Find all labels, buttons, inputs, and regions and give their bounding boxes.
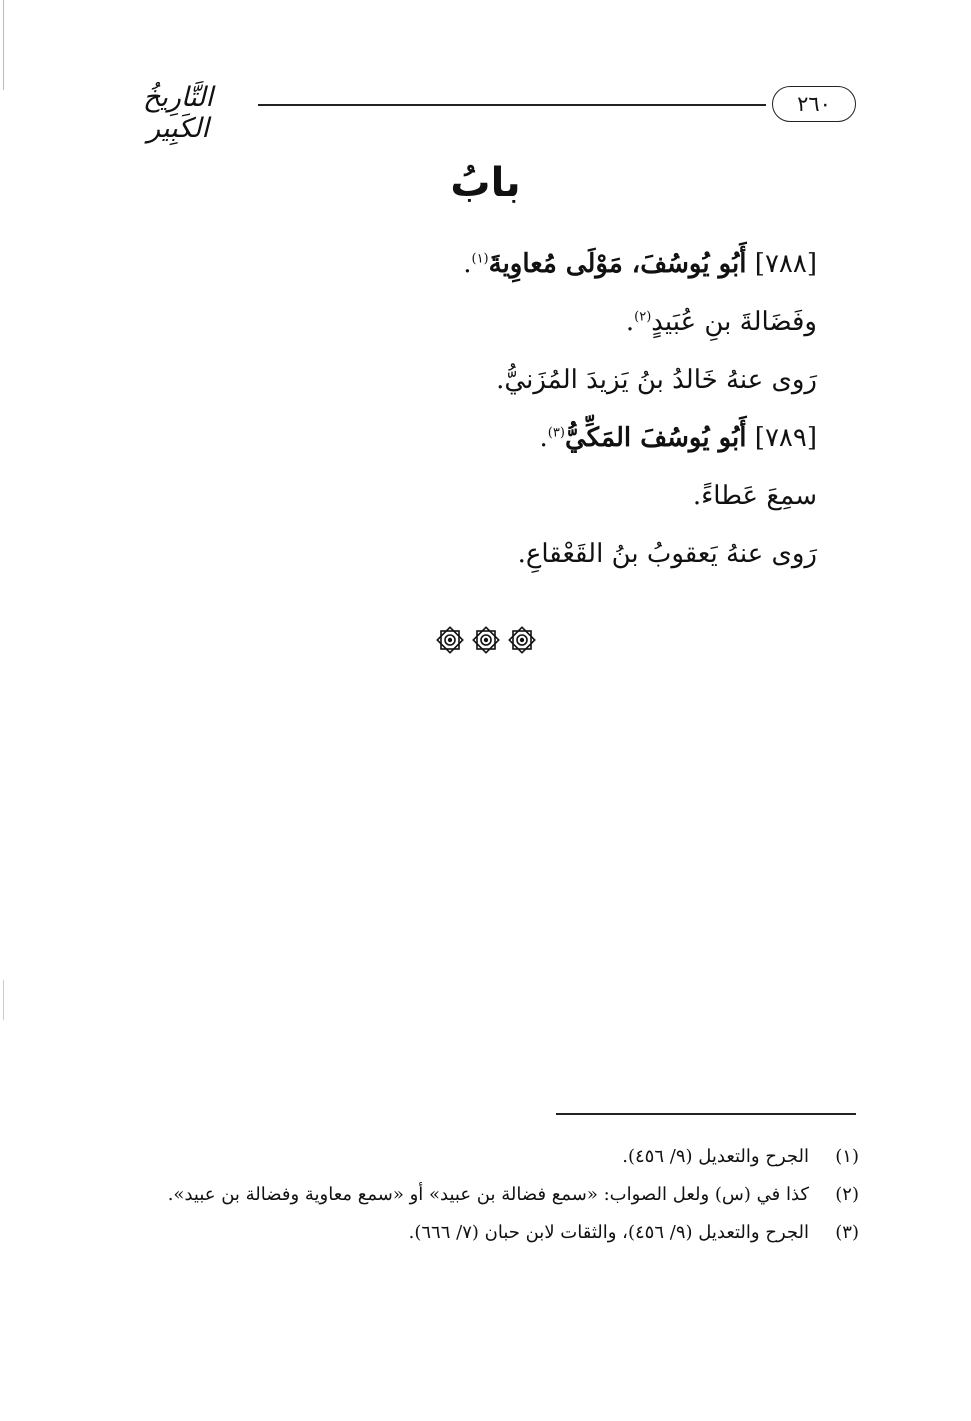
- entry-text: رَوى عنهُ خَالدُ بنُ يَزيدَ المُزَنيُّ.: [496, 365, 817, 395]
- page-header: [108, 78, 856, 144]
- footnote-1: [111, 1138, 859, 1176]
- entry-line-4: [157, 412, 817, 470]
- header-rule: [258, 104, 766, 106]
- footnote-separator: [556, 1113, 856, 1115]
- entry-punct: .: [539, 423, 548, 453]
- entry-name: أَبُو يُوسُفَ المَكِّيُّ: [564, 423, 747, 453]
- footnote-marker: (٣): [835, 1222, 859, 1243]
- entry-number: [٧٨٩]: [754, 423, 817, 453]
- entry-punct: .: [463, 249, 472, 279]
- entry-line-1: [157, 238, 817, 296]
- footnote-2: [111, 1176, 859, 1214]
- entries-block: [157, 238, 817, 586]
- footnotes-block: [111, 1138, 859, 1252]
- entry-number: [٧٨٨]: [754, 249, 817, 279]
- chapter-heading: بابُ: [450, 160, 521, 206]
- entry-text: سمِعَ عَطاءً.: [692, 481, 817, 511]
- entry-text: وفَضَالةَ بنِ عُبَيدٍ: [651, 307, 817, 337]
- rosette-icon: [508, 626, 536, 654]
- footnote-text: كذا في (س) ولعل الصواب: «سمع فضالة بن عبيد» أو «سمع معاوية وفضالة بن عبيد».: [167, 1184, 809, 1205]
- entry-line-5: [157, 470, 817, 528]
- footnote-marker: (١): [835, 1146, 859, 1167]
- rosette-icon: [472, 626, 500, 654]
- footnote-text: الجرح والتعديل (٩/ ٤٥٦)، والثقات لابن حبان (٧/ ٦٦٦).: [408, 1222, 809, 1243]
- entry-line-3: [157, 354, 817, 412]
- rosette-icon: [436, 626, 464, 654]
- entry-name: أَبُو يُوسُفَ، مَوْلَى مُعاوِيةَ: [488, 249, 747, 279]
- footnote-text: الجرح والتعديل (٩/ ٤٥٦).: [622, 1146, 809, 1167]
- page-number: ٢٦٠: [797, 92, 831, 116]
- scan-edge-line: [3, 0, 4, 1421]
- footnote-ref[interactable]: (٣): [547, 425, 565, 441]
- footnote-ref[interactable]: (٢): [634, 309, 652, 325]
- footnote-3: [111, 1214, 859, 1252]
- footnote-ref[interactable]: (١): [471, 251, 489, 267]
- entry-punct: .: [625, 307, 635, 337]
- entry-line-2: [157, 296, 817, 354]
- footnote-marker: (٢): [835, 1184, 859, 1205]
- page-number-badge: [772, 86, 856, 122]
- running-title: التَّارِيخُ الكَبِير: [142, 82, 214, 144]
- section-end-ornament: [0, 626, 971, 654]
- entry-line-6: [157, 528, 817, 586]
- entry-text: رَوى عنهُ يَعقوبُ بنُ القَعْقاعِ.: [517, 539, 817, 569]
